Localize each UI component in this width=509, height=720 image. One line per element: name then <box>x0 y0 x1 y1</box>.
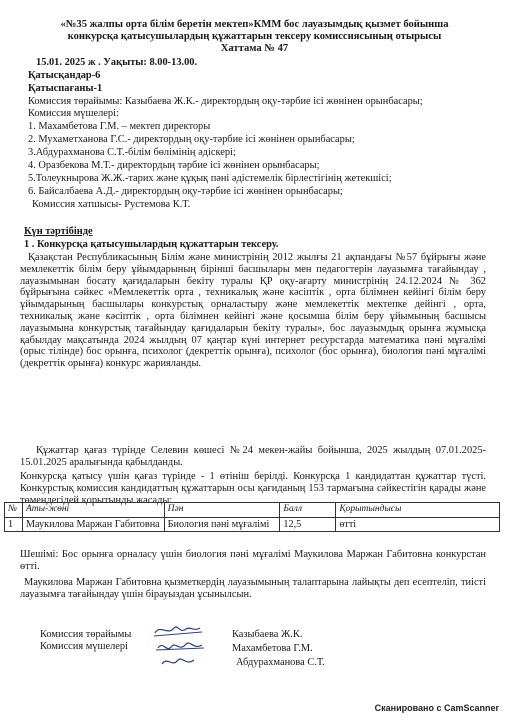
table-header-cell: Балл <box>280 503 336 518</box>
member-item: 5.Толеукнырова Ж.Ж.-тарих және құқық пәні әдістемелік бірлестігінің жетекшісі; <box>28 173 392 184</box>
decision-paragraph-1: Шешімі: Бос орынға орналасу үшін биология пәні мұғалімі Маукилова Маржан Габитовна конкурстан өтті. <box>20 549 486 572</box>
results-table <box>4 502 500 532</box>
table-cell: 1 <box>5 517 23 532</box>
present-count: Қатысқандар-6 <box>28 70 101 81</box>
absent-count: Қатыспағаны-1 <box>28 83 103 94</box>
protocol-number: Хаттама № 47 <box>220 43 289 54</box>
agenda-title: Күн тәртібінде <box>24 226 93 237</box>
body-paragraph-2: Құжаттар қағаз түрінде Селевин көшесі №24 мекен-жайы бойынша, 2025 жылдың 07.01.2025- 15.01.2025 аралығында қабылданды. <box>20 445 486 468</box>
commission-chair: Комиссия төрайымы: Казыбаева Ж.К.- директордың оқу-тәрбие ісі жөнінен орынбасары; <box>28 96 423 107</box>
member-item: 6. Байсалбаева А.Д.- директордың оқу-тәрбие ісі жөнінен орынбасары; <box>28 186 343 197</box>
commission-secretary: Комиссия хатшысы- Рустемова К.Т. <box>32 199 191 210</box>
table-header-cell: Аты-жөні <box>22 503 164 518</box>
member-item: 1. Махамбетова Г.М. – мектеп директоры <box>28 121 211 132</box>
handwritten-signatures <box>150 620 210 672</box>
table-cell: өтті <box>336 517 500 532</box>
member-item: 2. Мухаметханова Г.С.- директордың оқу-тәрбие ісі жөнінен орынбасары; <box>28 134 355 145</box>
members-signature-label: Комиссия мүшелері <box>40 641 128 652</box>
body-paragraph-1: Қазақстан Республикасының Білім және министрінің 2012 жылғы 21 ақпандағы №57 бұйрығы және мемлекеттік білім беру ұйымдарының бірінші басшылары мен педагогтерін лауазымға тағайындау , лауазымынан босату қағидаларын бекіту туралы ҚР оқу-ағарту министрінің 24.12.2024 № 362 бұйрығына сәйкес «Мемлекеттік орта , техникалық және кәсіптік , орта білімнен кейінгі білім беру ұйымдарының басшылары конкурстық орналастыру және мемлекеттік мектепке дейінгі , орта, техникалық және кәсіптік , орта білімнен кейінгі және қосымша білім беру ұйымының басшысы лауазымына конкурстық тағайындау қағидаларын бекіту туралы», бос лауазымдық орынға жұмысқа қабылдау мақсатында 2024 жылдың 07 қаңтар күні интернет ресурстарда математика пәні мұғалімі (орыс тілінде) бос орынға, психолог (декреттік орынға), психолог (бос орынға), биология пәні мұғалімі (декреттік орынға) конкурс жарияланды. <box>20 252 486 370</box>
camscanner-watermark: Сканировано с CamScanner <box>374 703 499 713</box>
signature-name: Махамбетова Г.М. <box>232 643 313 654</box>
table-cell: 12,5 <box>280 517 336 532</box>
table-header-cell: № <box>5 503 23 518</box>
signature-name: Абдурахманова С.Т. <box>236 657 325 668</box>
table-row <box>5 517 500 532</box>
chair-signature-label: Комиссия төрайымы <box>40 629 132 640</box>
members-title: Комиссия мүшелері: <box>28 108 119 119</box>
body-paragraph-3: Конкурсқа қатысу үшін қағаз түрінде - 1 өтініш берілді. Конкурсқа 1 кандидаттан құжаттар түсті. Конкурстық комиссия кандидаттың құжаттарын осы қағиданың 153 тармағына сәйкестігін қарады және төмендегідей қорытынды жасады: <box>20 471 486 506</box>
table-cell: Маукилова Маржан Габитовна <box>22 517 164 532</box>
table-header-cell: Қорытындысы <box>336 503 500 518</box>
header-line-2: конкурсқа қатысушылардың құжаттарын тексеру комиссиясының отырысы <box>67 31 442 42</box>
header-line-1: «№35 жалпы орта білім беретін мектеп»КММ бос лауазымдық қызмет бойынша <box>60 19 449 30</box>
table-cell: Биология пәні мұғалімі <box>164 517 280 532</box>
table-header-row <box>5 503 500 518</box>
agenda-item-1: 1 . Конкурсқа қатысушылардың құжаттарын тексеру. <box>24 239 279 250</box>
signature-name: Казыбаева Ж.К. <box>232 629 303 640</box>
member-item: 3.Абдурахманова С.Т.-білім бөлімінің әдіскері; <box>28 147 236 158</box>
decision-paragraph-2: Маукилова Маржан Габитовна қызметкердің лауазымының талаптарына лайықты деп есептеліп, тиісті лауазымға тағайындау үшін бірауыздан ұсынылсын. <box>20 577 486 600</box>
date-time: 15.01. 2025 ж . Уақыты: 8.00-13.00. <box>36 57 198 68</box>
member-item: 4. Оразбекова М.Т.- директордың тәрбие ісі жөнінен орынбасары; <box>28 160 320 171</box>
table-header-cell: Пән <box>164 503 280 518</box>
